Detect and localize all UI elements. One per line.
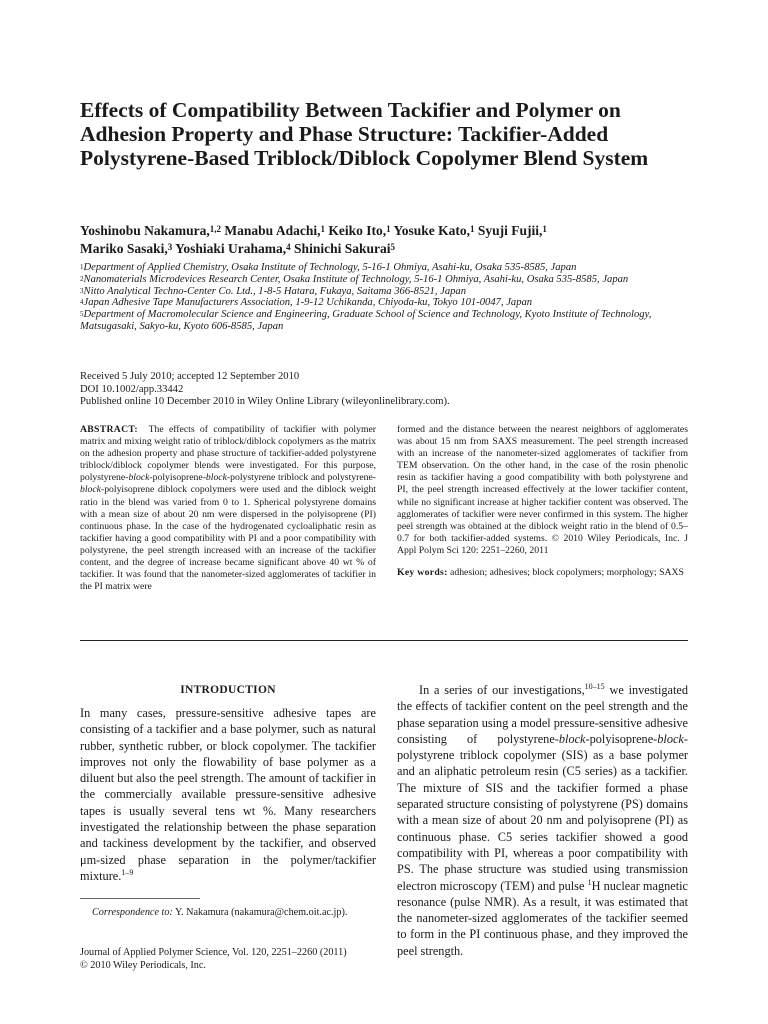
italic-term: block [205, 472, 227, 484]
author-name-text: Yoshinobu Nakamura, [80, 223, 210, 238]
affiliation-text: Nanomaterials Microdevices Research Center, Osaka Institute of Technology, 5-16-1 Ohmiya, Asahi-ku, Osaka 535-8585, Japan [83, 273, 629, 285]
paragraph [397, 682, 688, 959]
author-name-text: Shinichi Sakurai [294, 241, 391, 256]
author-name-text: Yosuke Kato, [393, 223, 470, 238]
correspondence-label: Correspondence to: [92, 907, 173, 918]
received-date: Received 5 July 2010; accepted 12 September 2010 [80, 371, 300, 382]
citation-ref[interactable]: 10–15 [584, 682, 605, 691]
italic-term: block [128, 472, 150, 484]
author-name-text: Syuji Fujii, [477, 223, 543, 238]
author-name-text: Manabu Adachi, [224, 223, 321, 238]
affiliation-list [80, 262, 688, 333]
citation-ref[interactable]: 1–9 [121, 867, 134, 877]
affiliation-ref: 4 [286, 242, 291, 252]
affiliation-ref: 5 [390, 242, 395, 252]
correspondence-footnote [80, 907, 376, 920]
keywords-text: adhesion; adhesives; block copolymers; morphology; SAXS [450, 567, 684, 579]
affiliation-number: 1 [80, 263, 84, 271]
section-heading-introduction: INTRODUCTION [180, 684, 276, 696]
affiliation [80, 309, 688, 333]
italic-term: block [558, 731, 586, 746]
affiliation [80, 297, 688, 309]
affiliation-number: 5 [80, 310, 84, 319]
publication-info [80, 371, 680, 409]
paragraph-text: -polyisoprene- [585, 731, 658, 746]
abstract-left-column [80, 424, 376, 593]
author-name-text: Mariko Sasaki, [80, 241, 168, 256]
journal-citation: Journal of Applied Polymer Science, Vol. 120, 2251–2260 (2011) [80, 947, 347, 958]
doi[interactable]: DOI 10.1002/app.33442 [80, 383, 184, 395]
affiliation [80, 262, 688, 274]
author-name [328, 223, 390, 238]
keywords-label: Key words: [397, 567, 448, 579]
paragraph-text: In a series of our investigations, [419, 683, 585, 697]
affiliation-ref: 1 [469, 224, 475, 234]
introduction-right-column [397, 682, 688, 959]
author-name [80, 223, 221, 238]
copyright: © 2010 Wiley Periodicals, Inc. [80, 959, 206, 971]
author-name [224, 223, 325, 238]
abstract-segment: -polystyrene triblock and polystyrene- [226, 472, 376, 484]
italic-term: block [657, 731, 684, 746]
author-name [294, 241, 395, 256]
affiliation-ref: 1 [320, 224, 325, 234]
journal-footer [80, 947, 380, 972]
author-name [393, 223, 474, 238]
affiliation-ref: 3 [167, 242, 173, 252]
affiliation-text: Nitto Analytical Techno-Center Co. Ltd., 1-8-5 Hatara, Fukaya, Saitama 366-8521, Japan [83, 285, 467, 297]
affiliation-text: Department of Applied Chemistry, Osaka Institute of Technology, 5-16-1 Ohmiya, Asahi-ku, Osaka 535-8585, Japan [83, 262, 577, 273]
section-divider [80, 640, 688, 641]
abstract-segment: -polyisoprene- [149, 472, 206, 484]
affiliation-number: 2 [80, 274, 84, 283]
author-name-text: Keiko Ito, [328, 223, 387, 238]
author-name [80, 241, 172, 256]
italic-term: block [80, 484, 101, 496]
affiliation-text: Japan Adhesive Tape Manufacturers Association, 1-9-12 Uchikanda, Chiyoda-ku, Tokyo 101-0047, Japan [83, 297, 533, 309]
footnote-divider [80, 898, 200, 899]
paragraph-text: H nuclear magnetic resonance (pulse NMR). As a result, it was estimated that the nanometer-sized agglomerates of the tackifier seemed to form in the PI continuous phase, and they improved the peel strength. [397, 878, 689, 958]
author-name-text: Yoshiaki Urahama, [175, 241, 287, 256]
abstract-text-continued: formed and the distance between the nearest neighbors of agglomerates was about 15 nm from SAXS measurement. The peel strength increased with an increase of the nanometer-sized agglomerates of tackifier from TEM observation. On the other hand, in the case of the rosin phenolic resin as tackifier having a good compatibility with both polystyrene and PI, the peel strength increased effectively at the lower tackifier content, while no significant increase at higher tackifier content was observed. The agglomerates of tackifier were never confirmed in this system. The higher peel strength was obtained at the diblock weight ratio in the blend of 0.5–0.7 for both tackifier-added systems. © 2010 Wiley Periodicals, Inc. J Appl Polym Sci 120: 2251–2260, 2011 [397, 424, 688, 556]
abstract-right-column [397, 424, 688, 579]
affiliation-text: Department of Macromolecular Science and Engineering, Graduate School of Science and Technology, Kyoto Institute of Technology, Matsugasaki, Sakyo-ku, Kyoto 606-8585, Japan [80, 309, 652, 332]
author-name [478, 223, 547, 238]
paper-title: Effects of Compatibility Between Tackifier and Polymer on Adhesion Property and Phase Structure: Tackifier-Added Polystyrene-Based Triblock/Diblock Copolymer Blend System [80, 98, 649, 170]
paragraph [80, 705, 376, 884]
correspondence-text[interactable]: Y. Nakamura (nakamura@chem.oit.ac.jp). [172, 907, 348, 918]
affiliation [80, 274, 688, 286]
affiliation-ref: 1 [542, 224, 547, 234]
published-online: Published online 10 December 2010 in Wiley Online Library (wileyonlinelibrary.com). [80, 396, 450, 407]
superscript: 1 [587, 877, 592, 887]
abstract-label: ABSTRACT: [80, 424, 138, 435]
author-list [80, 222, 680, 258]
abstract-segment: The effects of compatibility of tackifier with polymer matrix and mixing weight ratio of triblock/diblock copolymers as the matrix on the adhesion property and phase structure of tackifier-added polystyrene triblock/diblock copolymer blends were investigated. For this purpose, polystyrene- [80, 424, 377, 484]
abstract-segment: -polyisoprene diblock copolymers were used and the diblock weight ratio in the blend was varied from 0 to 1. Spherical polystyrene domains with a mean size of about 20 nm were dispersed in the polyisoprene (PI) continuous phase. In the case of the hydrogenated cycloaliphatic resin as tackifier having a good compatibility with PI and a poor compatibility with polystyrene, the peel strength increased with an increase of the tackifier content, and the degree of increase became significant above 40 wt % of tackifier. It was found that the nanometer-sized agglomerates of tackifier in the PI matrix were [80, 484, 376, 593]
keywords [397, 567, 688, 579]
affiliation-ref: 1 [386, 224, 391, 234]
abstract-text [80, 424, 376, 592]
affiliation-number: 4 [80, 298, 84, 307]
paragraph-text: -polystyrene triblock copolymer (SIS) as a base polymer and an aliphatic petroleum resin (C5 series) as a tackifier. The mixture of SIS and the tackifier formed a phase separated structure consisting of polystyrene (PS) domains with a mean size of about 20 nm and polyisoprene (PI) as continuous phase. C5 series tackifier showed a good compatibility with PI, whereas a poor compatibility with PS. The phase structure was studied using transmission electron microscopy (TEM) and pulse [397, 731, 688, 893]
paragraph-text: we investigated the effects of tackifier content on the peel strength and the phase separation using a model pressure-sensitive adhesive consisting of polystyrene- [397, 683, 689, 746]
author-name [175, 241, 291, 256]
affiliation [80, 286, 688, 298]
affiliation-ref: 1,2 [209, 224, 222, 234]
introduction-left-column [80, 705, 376, 884]
affiliation-number: 3 [80, 286, 84, 295]
paragraph-text: In many cases, pressure-sensitive adhesive tapes are consisting of a tackifier and a base polymer, such as natural rubber, synthetic rubber, or block copolymer. The tackifier improves not only the flowability of base polymer as a diluent but also the peel strength. The amount of tackifier in the commercially available pressure-sensitive adhesive tapes is usually several tens wt %. Many researchers investigated the relationship between the phase separation and tackiness development by the tackifier, and observed μm-sized phase separation in the polymer/tackifier mixture. [80, 706, 376, 883]
